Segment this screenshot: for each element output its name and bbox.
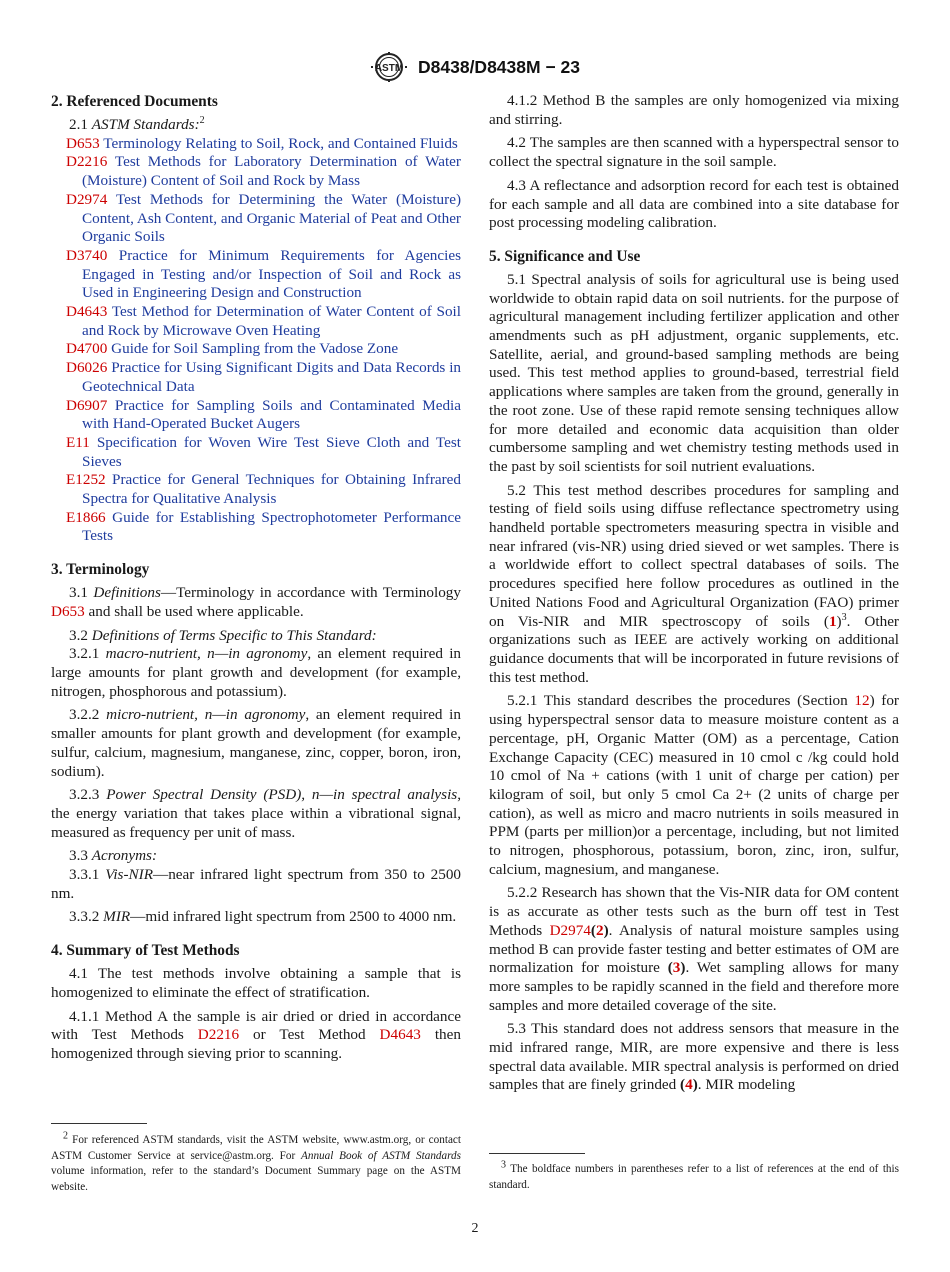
- section-12-link[interactable]: 12: [854, 692, 870, 710]
- para-5-2-2: 5.2.2 Research has shown that the Vis-NIR data for OM content is as accurate as other tests such as the burn off test in Test Methods D2974(2). Analysis of natural moisture samples using method B can provide faster testing and better estimates of OM are normalization for moisture (3). Wet sampling allows for many more samples to be rapidly scanned in the field and therefore more samples and more detailed coverage of the site.: [489, 884, 900, 1014]
- para-3-2-1: 3.2.1 macro-nutrient, n—in agronomy, an element required in large amounts for plant growth and development (for example, nitrogen, phosphorous and potassium).: [51, 645, 462, 700]
- ref-code-link[interactable]: D4643: [66, 303, 108, 321]
- section-3-heading: 3. Terminology: [51, 561, 150, 579]
- ref-code-link[interactable]: D653: [66, 134, 100, 152]
- footnote-rule-right: [489, 1153, 585, 1154]
- ref-title-link[interactable]: Test Methods for Determining the Water (Moisture) Content, Ash Content, and Organic Material of Peat and Other Organic Soils: [82, 190, 461, 246]
- para-5-2-1: 5.2.1 This standard describes the procedures (Section 12) for using hyperspectral sensor data to measure moisture content as a percentage, pH, Organic Matter (OM) as a percentage, Cation Exchange Capacity (CEC) measured in 10 cmol c /kg could hold 10 cmol of Na + cations (with 1 unit of charge per cation) per kilogram of soil, but only 5 cmol Ca 2+ (2 units of charge per cation), as well as micro and macro nutrients in soils measured in PPM (parts per million)or a percentage, including, but not limited to nitrogen, phosphorous, potassium, boron, zinc, iron, sulfur, calcium, magnesium, and manganese.: [489, 692, 899, 878]
- reference-item: [51, 434, 461, 471]
- reference-4-link[interactable]: 4: [685, 1076, 693, 1094]
- para-4-1-2: 4.1.2 Method B the samples are only homogenized via mixing and stirring.: [489, 92, 899, 128]
- reference-item: [51, 471, 461, 508]
- para-4-1-1: 4.1.1 Method A the sample is air dried or dried in accordance with Test Methods D2216 or Test Method D4643 then homogenized through sieving prior to scanning.: [51, 1007, 461, 1062]
- reference-item: [51, 135, 461, 154]
- footnote-2: $^2$ For referenced ASTM standards, visit the ASTM website, www.astm.org, or contact ASTM Customer Service at service@astm.org. For Annual Book of ASTM Standards volume information, refer to the standard’s Document Summary page on the ASTM website.: [51, 1130, 461, 1193]
- designation-title: D8438/D8438M − 23: [418, 56, 580, 77]
- ref-code-link[interactable]: D2974: [66, 190, 108, 208]
- para-2-1: 2.1 ASTM Standards:$^2$: [69, 114, 205, 133]
- ref-code-link[interactable]: D6907: [66, 396, 108, 414]
- reference-3-link[interactable]: 3: [672, 959, 681, 977]
- ref-code-link[interactable]: D4700: [66, 340, 108, 358]
- ref-code-link[interactable]: D2216: [66, 153, 108, 171]
- reference-item: [51, 340, 461, 359]
- d4643-link[interactable]: D4643: [379, 1026, 421, 1044]
- reference-item: [51, 397, 461, 434]
- ref-code-link[interactable]: D3740: [66, 246, 108, 264]
- reference-list: [51, 135, 461, 546]
- left-column: [51, 92, 461, 1069]
- ref-code-link[interactable]: E1866: [66, 508, 106, 526]
- ref-title-link[interactable]: Terminology Relating to Soil, Rock, and Contained Fluids: [103, 134, 458, 152]
- astm-logo-icon: [370, 52, 408, 82]
- reference-item: [51, 191, 461, 247]
- para-3-2-2: 3.2.2 micro-nutrient, n—in agronomy, an element required in smaller amounts for plant growth and development (for example, sulfur, calcium, magnesium, manganese, zinc, copper, boron, iron, sodium).: [51, 706, 461, 780]
- ref-code-link[interactable]: E11: [66, 433, 90, 451]
- section-2-heading: 2. Referenced Documents: [51, 93, 218, 110]
- reference-item: [51, 509, 461, 546]
- reference-2-link[interactable]: 2: [595, 921, 604, 939]
- ref-title-link[interactable]: Practice for Minimum Requirements for Agencies Engaged in Testing and/or Inspection of Soil and Rock as Used in Engineering Design and Construction: [82, 246, 462, 302]
- para-5-3: 5.3 This standard does not address sensors that measure in the mid infrared range, MIR, are more expensive and there is less spectral data available. MIR spectral analysis is performed on dried samples that are finely grinded (4). MIR modeling: [489, 1020, 899, 1094]
- para-4-3: 4.3 A reflectance and adsorption record for each test is obtained for each sample and all data are combined into a site database for post processing modeling calibration.: [489, 176, 899, 232]
- ref-title-link[interactable]: Practice for Sampling Soils and Contaminated Media with Hand-Operated Bucket Augers: [82, 396, 461, 433]
- para-3-3-2: 3.3.2 MIR—mid infrared light spectrum from 2500 to 4000 nm.: [69, 908, 457, 926]
- ref-title-link[interactable]: Guide for Soil Sampling from the Vadose Zone: [111, 340, 399, 358]
- para-5-1: 5.1 Spectral analysis of soils for agricultural use is being used worldwide to obtain rapid data on soil nutrients. for the purpose of agricultural management including fertilizer application and other amendments such as pH adjustment, organic supplements, etc. Satellite, aerial, and ground-based sampling methods are being used. This test method applies to ground-based, terrestrial field applications where samples are taken from the ground, generally in the root zone. Use of these rapid remote sensing techniques allow for more detailed and economic data acquisition than older cumbersome sampling and wet chemistry testing methods used in the past by soil scientists for soil nutrient evaluations.: [489, 270, 899, 475]
- ref-code-link[interactable]: D6026: [66, 359, 108, 377]
- para-4-2: 4.2 The samples are then scanned with a hyperspectral sensor to collect the spectral signature in the soil sample.: [489, 134, 899, 171]
- footnote-rule-left: [51, 1123, 147, 1124]
- para-3-3-1: 3.3.1 Vis-NIR—near infrared light spectrum from 350 to 2500 nm.: [51, 866, 462, 902]
- section-5-heading: 5. Significance and Use: [489, 247, 641, 265]
- page-header: [0, 52, 950, 82]
- reference-item: [51, 303, 461, 340]
- svg-text:ASTM: ASTM: [374, 63, 404, 74]
- ref-code-link[interactable]: E1252: [66, 471, 106, 489]
- ref-title-link[interactable]: Practice for Using Significant Digits and Data Records in Geotechnical Data: [82, 359, 462, 395]
- para-3-1: 3.1 Definitions—Terminology in accordance with Terminology D653 and shall be used where applicable.: [51, 584, 461, 620]
- page-number: 2: [471, 1221, 479, 1236]
- d653-link[interactable]: D653: [51, 602, 85, 620]
- d2974-link[interactable]: D2974: [549, 921, 591, 939]
- para-3-2: 3.2 Definitions of Terms Specific to This Standard:: [69, 626, 377, 644]
- reference-item: [51, 247, 461, 303]
- d2216-link[interactable]: D2216: [197, 1026, 240, 1044]
- section-4-heading: 4. Summary of Test Methods: [51, 942, 240, 960]
- para-3-2-3: 3.2.3 Power Spectral Density (PSD), n—in spectral analysis, the energy variation that takes place within a vibrational signal, measured as frequency per unit of mass.: [51, 786, 461, 841]
- reference-1-link[interactable]: 1: [828, 612, 837, 630]
- para-5-2: 5.2 This test method describes procedures for sampling and testing of field soils using diffuse reflectance spectrometry using handheld portable spectrometers measuring spectra in visible and near infrared (vis-NR) using dried sieved or wet samples. There is a worldwide effort to collect spectral databases of soils. The procedures specified here follow procedures as outlined in the United Nations Food and Agricultural Organization (FAO) primer on Vis-NIR and MIR spectroscopy of soils $(1)^3$. Other organizations such as IEEE are actively working on additional guidance documents that will be incorporated in future revisions of this test method.: [489, 481, 899, 686]
- ref-title-link[interactable]: Specification for Woven Wire Test Sieve Cloth and Test Sieves: [82, 433, 461, 470]
- ref-title-link[interactable]: Guide for Establishing Spectrophotometer Performance Tests: [82, 508, 462, 545]
- ref-title-link[interactable]: Practice for General Techniques for Obtaining Infrared Spectra for Qualitative Analysis: [82, 471, 462, 508]
- right-column: [489, 92, 899, 1100]
- reference-item: [51, 359, 461, 396]
- footnote-3: $^3$ The boldface numbers in parentheses refer to a list of references at the end of this standard.: [489, 1159, 899, 1191]
- para-3-3: 3.3 Acronyms:: [69, 847, 158, 865]
- para-4-1: 4.1 The test methods involve obtaining a sample that is homogenized to eliminate the effect of stratification.: [51, 965, 461, 1001]
- reference-item: [51, 153, 461, 190]
- ref-title-link[interactable]: Test Methods for Laboratory Determination of Water (Moisture) Content of Soil and Rock by Mass: [82, 153, 461, 190]
- ref-title-link[interactable]: Test Method for Determination of Water Content of Soil and Rock by Microwave Oven Heating: [82, 303, 461, 339]
